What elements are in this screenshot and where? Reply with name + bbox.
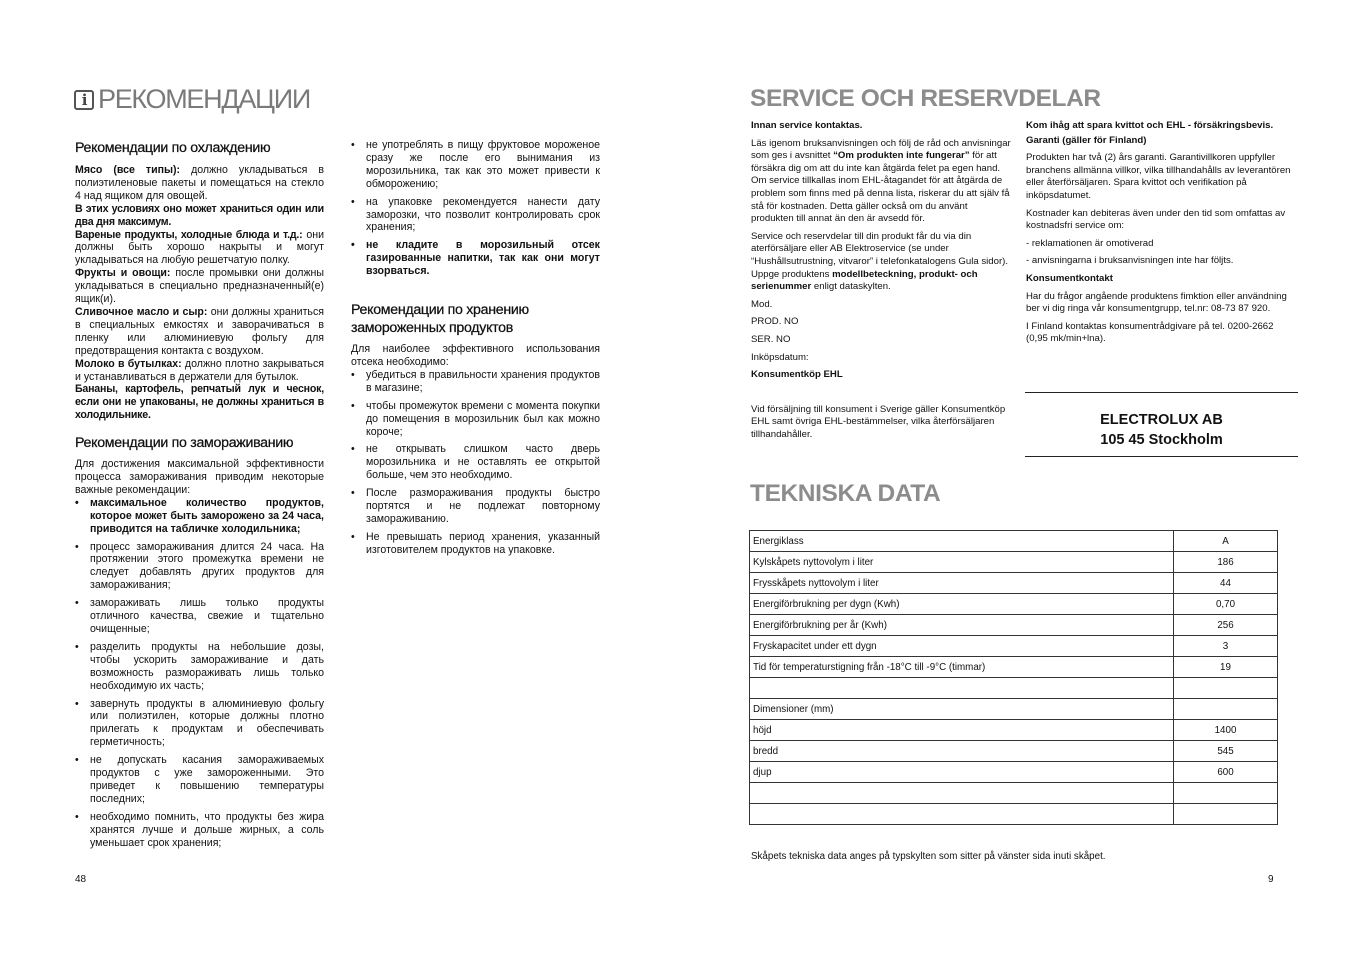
meat-note: В этих условиях оно может храниться один или два дня максимум.: [75, 202, 324, 228]
serial-number-label: SER. NO: [751, 333, 791, 345]
table-cell-value: 186: [1174, 552, 1278, 573]
table-row: [750, 636, 1278, 657]
bananas-note: Бананы, картофель, репчатый лук и чеснок, если они не упакованы, не должны храниться в холодильнике.: [75, 383, 324, 422]
ru-title-text: РЕКОМЕНДАЦИИ: [98, 84, 310, 114]
table-cell-label: djup: [750, 762, 1174, 783]
table-cell-label: Fryskapacitet under ett dygn: [750, 636, 1174, 657]
table-row: [750, 678, 1278, 699]
list-item: • не кладите в морозильный отсек газированные напитки, так как они могут взорваться.: [351, 239, 600, 278]
table-cell-value: 256: [1174, 615, 1278, 636]
table-cell-label: bredd: [750, 741, 1174, 762]
consumer-contact-paragraph: Har du frågor angående produktens fimktion eller användning ber vi dig ringa vår konsumentgrupp, tel.nr: 08-73 87 920.: [1026, 290, 1287, 315]
freezing-list: [75, 497, 324, 850]
address-city: 105 45 Stockholm: [1100, 432, 1223, 448]
page-number-right: 9: [1268, 874, 1274, 885]
table-row: [750, 657, 1278, 678]
product-number-label: PROD. NO: [751, 316, 799, 328]
list-item: • не употреблять в пищу фруктовое мороженое сразу же после его вынимания из морозильника, так как это может привести к обморожению;: [351, 139, 600, 191]
service-column-2: [1026, 120, 1294, 351]
table-row: [750, 804, 1278, 825]
freezing-heading: Рекомендации по замораживанию: [75, 435, 294, 452]
table-cell-label: Kylskåpets nyttovolym i liter: [750, 552, 1174, 573]
guarantee-paragraph: Produkten har två (2) års garanti. Garantivillkoren uppfyller branchens allmänna villkor, vilka tillhandahålls av leverantören eller återförsäljaren. Spara kvittot och verifikation på inköpsdatumet.: [1026, 152, 1291, 201]
meat-paragraph: Мясо (все типы): должно укладываться в полиэтиленовые пакеты и помещаться на стекло 4 над ящиком для овощей.: [75, 164, 324, 202]
sale-note: Vid försäljning till konsument i Sverige gäller Konsumentköp EHL samt övriga EHL-bestämmelser, vilka återförsäljaren tillhandahåller.: [751, 403, 1006, 440]
list-item: • завернуть продукты в алюминиевую фольгу или полиэтилен, которые должны плотно прилегать к продуктам и обеспечивать герметичность;: [75, 698, 324, 750]
milk-paragraph: Молоко в бутылках: должно плотно закрываться и устанавливаться в держатели для бутылок.: [75, 357, 324, 383]
table-row: [750, 594, 1278, 615]
table-row: [750, 741, 1278, 762]
service-column-1: [751, 120, 1011, 446]
table-row: [750, 615, 1278, 636]
finland-contact-paragraph: I Finland kontaktas konsumentrådgivare på tel. 0200-2662 (0,95 mk/min+lna).: [1026, 320, 1274, 345]
table-row: [750, 699, 1278, 720]
remember-receipt: Kom ihåg att spara kvittot och EHL - försäkringsbevis.: [1026, 120, 1274, 131]
list-item: • не открывать слишком часто дверь морозильника и не оставлять ее открытой больше, чем это необходимо.: [351, 443, 600, 482]
tech-note: Skåpets tekniska data anges på typskylten som sitter på vänster sida inuti skåpet.: [751, 851, 1106, 862]
table-cell-value: [1174, 678, 1278, 699]
freezing-intro: Для достижения максимальной эффективности процесса замораживания приводим некоторые важные рекомендации:: [75, 458, 324, 496]
table-cell-value: 600: [1174, 762, 1278, 783]
table-cell-value: [1174, 804, 1278, 825]
table-cell-value: 44: [1174, 573, 1278, 594]
frozen-storage-intro: Для наиболее эффективного использования отсека необходимо:: [351, 343, 600, 368]
info-icon: i: [74, 90, 94, 110]
list-item: • замораживать лишь только продукты отличного качества, свежие и тщательно очищенные;: [75, 597, 324, 636]
table-cell-label: [750, 678, 1174, 699]
frozen-storage-list: [351, 369, 600, 557]
service-title: SERVICE OCH RESERVDELAR: [750, 85, 1101, 112]
table-cell-label: höjd: [750, 720, 1174, 741]
table-cell-value: A: [1174, 531, 1278, 552]
costs-item-2: - anvisningarna i bruksanvisningen inte har följts.: [1026, 255, 1234, 267]
list-item: • максимальное количество продуктов, которое может быть заморожено за 24 часа, приводится на табличке холодильника;: [75, 497, 324, 536]
address-top-rule: [1025, 392, 1298, 393]
butter-paragraph: Сливочное масло и сыр: они должны храниться в специальных емкостях и заворачиваться в пленку или алюминиевую фольгу для предотвращения контакта с воздухом.: [75, 305, 324, 357]
table-cell-label: Tid för temperaturstigning från -18°C till -9°C (timmar): [750, 657, 1174, 678]
table-cell-value: 1400: [1174, 720, 1278, 741]
table-row: [750, 573, 1278, 594]
before-service-heading: Innan service kontaktas.: [751, 120, 863, 131]
service-paragraph-2: Service och reservdelar till din produkt får du via din aterförsäljare eller AB Elektroservice (se under “Hushållsutrustning, vitvaror” i telefonkatalogens Gula sidor). Uppge produktens modellbeteckning, produkt- och serienummer enligt dataskylten.: [751, 230, 1009, 293]
table-cell-value: [1174, 783, 1278, 804]
list-item: • разделить продукты на небольшие дозы, чтобы ускорить замораживание и дать возможность размораживать лишь только необходимую их часть;: [75, 641, 324, 693]
cooked-paragraph: Вареные продукты, холодные блюда и т.д.: они должны быть хорошо накрыты и могут укладываться на любую решетчатую полку.: [75, 228, 324, 267]
frozen-storage-heading: Рекомендации по хранению замороженных продуктов: [351, 302, 529, 337]
tech-data-table: [749, 530, 1278, 825]
table-cell-label: Energiförbrukning per dygn (Kwh): [750, 594, 1174, 615]
page-title-ru: [74, 84, 310, 115]
model-label: Mod.: [751, 298, 773, 310]
table-cell-value: 19: [1174, 657, 1278, 678]
costs-item-1: - reklamationen är omotiverad: [1026, 237, 1154, 249]
list-item: • не допускать касания замораживаемых продуктов с уже замороженными. Это приведет к повышению температуры последних;: [75, 754, 324, 806]
list-item: • необходимо помнить, что продукты без жира хранятся лучше и дольше жирных, а соль уменьшает срок хранения;: [75, 811, 324, 850]
list-item: • на упаковке рекомендуется нанести дату заморозки, что позволит контролировать срок хранения;: [351, 196, 600, 235]
table-cell-label: Energiklass: [750, 531, 1174, 552]
list-item: • Не превышать период хранения, указанный изготовителем продуктов на упаковке.: [351, 531, 600, 557]
address-company: ELECTROLUX AB: [1100, 412, 1223, 428]
table-row: [750, 783, 1278, 804]
costs-paragraph: Kostnader kan debiteras även under den tid som omfattas av kostnadsfri service om:: [1026, 207, 1286, 232]
page-number-left: 48: [75, 874, 87, 885]
fruit-paragraph: Фрукты и овощи: после промывки они должны укладываться в специально предназначенный(е) ящик(и).: [75, 267, 324, 306]
table-cell-label: Dimensioner (mm): [750, 699, 1174, 720]
address-bottom-rule: [1025, 456, 1298, 457]
purchase-date-label: Inköpsdatum:: [751, 351, 809, 363]
table-cell-value: 545: [1174, 741, 1278, 762]
table-cell-label: [750, 804, 1174, 825]
service-paragraph-1: Läs igenom bruksanvisningen och följ de råd och anvisningar som ges i avsnittet “Om produkten inte fungerar” för att försäkra dig om att du inte kan åtgärda felet pa egen hand. Om service tillkallas inom EHL-åtagandet för att åtgärda de problem som finns med på denna lista, riskerar du att själv få stå för kostnaden. Detta gäller också om du använt produkten till annat än den är avsedd för.: [751, 137, 1011, 225]
table-cell-label: Frysskåpets nyttovolym i liter: [750, 573, 1174, 594]
tech-title: TEKNISKA DATA: [750, 480, 941, 507]
table-cell-value: 0,70: [1174, 594, 1278, 615]
table-cell-label: [750, 783, 1174, 804]
guarantee-heading: Garanti (gäller för Finland): [1026, 134, 1147, 146]
list-item: • чтобы промежуток времени с момента покупки до помещения в морозильник был как можно короче;: [351, 400, 600, 439]
table-cell-label: Energiförbrukning per år (Kwh): [750, 615, 1174, 636]
list-item: • После размораживания продукты быстро портятся и не подлежат повторному замораживанию.: [351, 487, 600, 526]
table-cell-value: [1174, 699, 1278, 720]
table-row: [750, 552, 1278, 573]
table-row: [750, 531, 1278, 552]
consumer-contact-heading: Konsumentkontakt: [1026, 272, 1113, 284]
konsumentkop-label: Konsumentköp EHL: [751, 369, 843, 381]
table-cell-value: 3: [1174, 636, 1278, 657]
cooling-heading: Рекомендации по охлаждению: [75, 140, 271, 156]
table-row: [750, 762, 1278, 783]
table-row: [750, 720, 1278, 741]
list-item: • убедиться в правильности хранения продуктов в магазине;: [351, 369, 600, 395]
address-block: [1025, 410, 1298, 450]
ru-column-2: [351, 139, 600, 562]
freezing-list-continued: [351, 139, 600, 278]
list-item: • процесс замораживания длится 24 часа. На протяжении этого промежутка времени не следует добавлять других продуктов для замораживания;: [75, 541, 324, 593]
ru-column-1: [75, 139, 324, 855]
